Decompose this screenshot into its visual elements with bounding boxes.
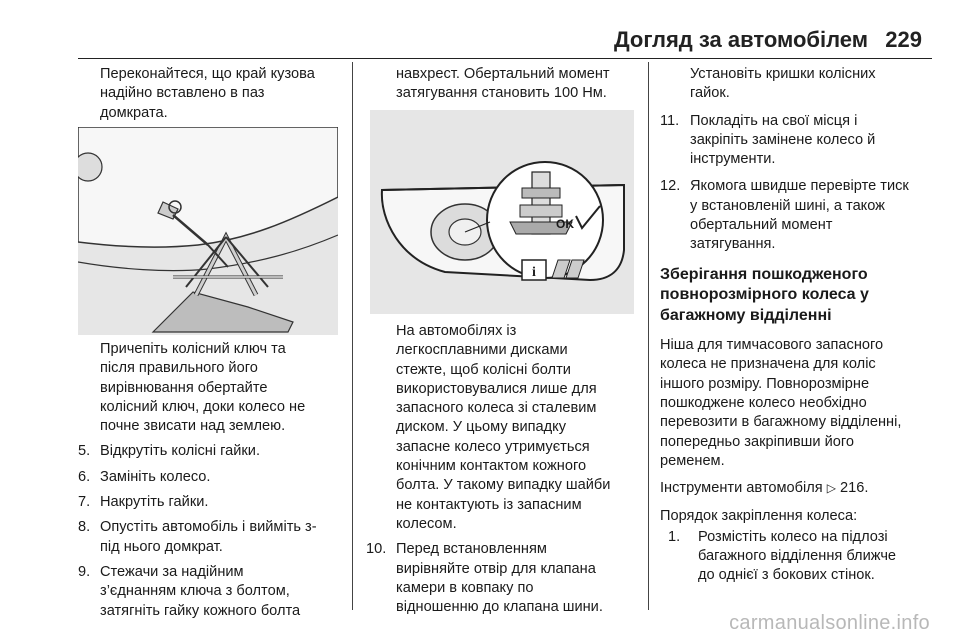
text-line: після правильного його [100,360,258,377]
text-line: запасного колеса зі сталевим [396,400,597,417]
text-line: стежте, щоб колісні болти [396,361,571,378]
step-7 [78,493,350,512]
step-8 [78,518,350,557]
step-number: 1. [668,528,681,545]
step-12 [660,177,932,254]
text-line: ременем. [660,452,725,469]
step-number: 11. [660,112,680,129]
text-line: легкосплавними дисками [396,342,568,359]
page-reference-icon: ▷ [826,481,836,496]
text-line: камери в ковпаку по [396,579,534,596]
text-line: Переконайтеся, що край кузова [100,66,315,82]
text-line: болта. У такому випадку шайби [396,477,611,494]
step-number: 9. [78,563,91,580]
wheel-bolt-illustration [370,110,634,314]
tools-reference [660,479,932,498]
step-number: 7. [78,494,91,511]
step-5 [78,442,350,461]
column-2-lower [366,322,646,617]
text-line: закріпіть замінене колесо й [690,131,876,148]
text-line: Розмістіть колесо на підлозі [698,528,888,545]
text-line: диском. У цьому випадку [396,419,567,436]
text-line: Ніша для тимчасового запасного [660,337,884,354]
column-2 [374,65,646,104]
text-line: іншого розміру. Повнорозмірне [660,375,870,392]
alloy-note [374,322,646,534]
step-11 [660,112,932,170]
cap-paragraph [660,65,932,104]
column-divider-1 [352,62,353,610]
jack-illustration [78,127,338,335]
step-number: 6. [78,468,91,485]
wheel-bolt-drawing [370,110,634,314]
text-line: Опустіть автомобіль і вийміть з- [100,519,317,536]
text-line: вирівнювання обертайте [100,379,268,396]
text-line: з’єднанням ключа з болтом, [100,583,290,600]
text-line: не контактують із запасним [396,496,582,513]
step-10 [366,540,646,617]
torque-paragraph [374,65,646,104]
text-line: до однієї з бокових стінок. [698,567,875,584]
text-line: Перед встановленням [396,541,547,558]
text-line: затягування. [690,236,776,253]
heading-line: багажному відділенні [660,306,832,324]
text-line: перевозити в багажному відділенні, [660,414,902,431]
step-1 [668,528,932,586]
text-line: Якомога швидше перевірте тиск [690,178,909,195]
intro-paragraph [78,65,350,123]
text-line: навхрест. Обертальний момент [396,66,610,82]
wrench-paragraph [78,340,350,436]
ok-label: OK [556,217,574,231]
step-9 [78,563,350,621]
text-line: запасне колесо утримується [396,438,590,455]
text-line: під нього домкрат. [100,538,223,555]
text-line: почне звисати над землею. [100,418,286,435]
text-line: Установіть кришки колісних [690,66,876,82]
text-line: обертальний момент [690,217,833,234]
watermark: carmanualsonline.info [729,612,930,634]
text-line: попередньо закріпивши його [660,433,854,450]
page-number: 229 [885,27,922,52]
text-line: Замініть колесо. [100,468,211,485]
text-line: гайок. [690,85,730,102]
text-line: Покладіть на свої місця і [690,112,858,129]
column-divider-2 [648,62,649,610]
text-line: багажного відділення ближче [698,548,897,565]
text-line: Стежачи за надійним [100,563,244,580]
text-line: Причепіть колісний ключ та [100,341,286,357]
column-3 [660,65,932,586]
jack-drawing [78,127,338,335]
step-number: 5. [78,443,91,460]
text-line: інструменти. [690,151,776,168]
step-6 [78,468,350,487]
heading-line: повнорозмірного колеса у [660,286,869,304]
text-line: відношенню до клапана шини. [396,599,603,616]
procedure-intro: Порядок закріплення колеса: [660,507,858,524]
section-heading [660,265,932,327]
step-number: 10. [366,541,387,558]
text-line: колісний ключ, доки колесо не [100,398,306,415]
text-line: колеса не призначена для коліс [660,356,876,373]
page-header [0,0,960,66]
step-number: 8. [78,519,91,536]
page-title: Догляд за автомобілем [613,27,868,52]
text-line: затягніть гайку кожного болта [100,602,301,619]
text-span: Інструменти автомобіля [660,480,823,497]
text-line: Відкрутіть колісні гайки. [100,443,261,460]
page-reference-link[interactable]: 216. [840,480,869,497]
text-line: На автомобілях із [396,323,517,339]
storage-paragraph [660,336,932,471]
heading-line: Зберігання пошкодженого [660,265,868,283]
svg-text:i: i [532,265,536,280]
text-line: затягування становить 100 Нм. [396,85,607,102]
column-1-lower [78,340,350,621]
column-1 [78,65,350,123]
text-line: вирівняйте отвір для клапана [396,560,596,577]
text-line: у встановленій шині, а також [690,197,885,214]
text-line: конічним контактом кожного [396,458,587,475]
text-line: надійно вставлено в паз [100,85,265,102]
header-rule [78,58,932,59]
text-line: домкрата. [100,104,168,121]
text-line: Накрутіть гайки. [100,494,209,511]
text-line: використовувалися лише для [396,380,597,397]
text-line: колесом. [396,515,457,532]
step-number: 12. [660,178,681,195]
text-line: пошкоджене колесо необхідно [660,395,867,412]
